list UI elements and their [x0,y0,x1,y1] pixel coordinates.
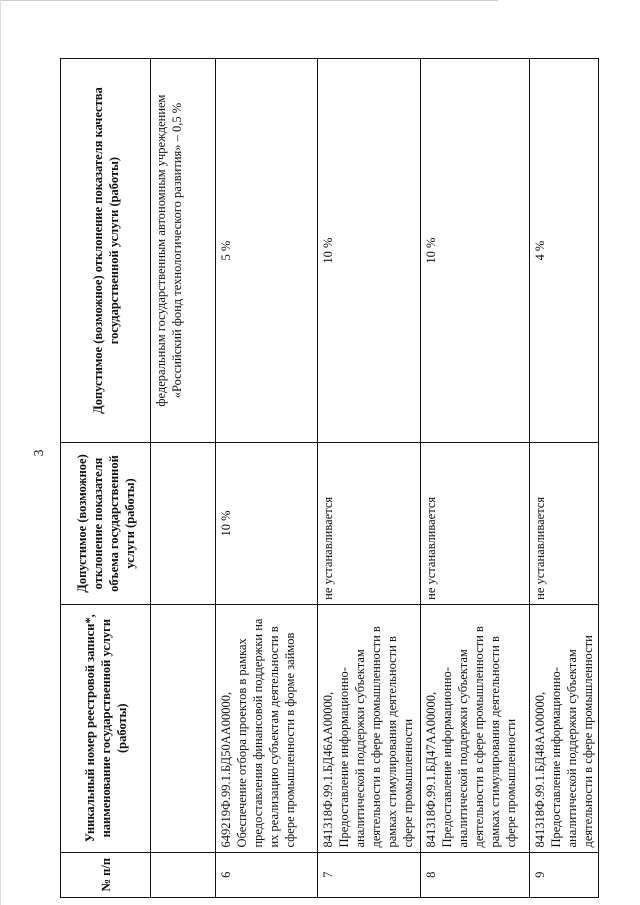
row-service: Предоставление информационно-аналитической поддержки субъектам деятельности в сфере промышленности в рамках стимулирования деятельности в сфере промышленности [440,626,518,848]
row-service: Предоставление информационно-аналитической поддержки субъектам деятельности в сфере промышленности [549,635,595,848]
row-volume: не устанавливается [530,443,599,605]
scan-top-edge [0,0,498,1]
row-volume: не устанавливается [421,443,530,605]
page-number: 3 [32,449,47,457]
table-row [318,59,421,898]
sub-name [151,604,216,852]
table-header-row [61,59,151,898]
row-name [421,604,530,852]
row-quality: 10 % [318,59,421,443]
row-name [530,604,599,852]
row-num: 7 [318,852,421,897]
deviation-table [60,58,599,898]
table-row [421,59,530,898]
row-code: 841318Ф.99.1.БД46АА00000, [321,691,335,848]
sub-quality: федеральным государственным автономным учреждением «Российский фонд технологического развития» – 0,5 % [151,59,216,443]
header-volume: Допустимое (возможное) отклонение показателя объема государственной услуги (работы) [61,443,151,605]
row-num: 8 [421,852,530,897]
row-num: 9 [530,852,599,897]
row-service: Обеспечение отбора проектов в рамках предоставления финансовой поддержки на их реализацию субъектам деятельности в сфере промышленности в форме займов [235,618,297,848]
row-volume: не устанавливается [318,443,421,605]
table-subheader-row [151,59,216,898]
header-num: № п/п [61,852,151,897]
sub-num [151,852,216,897]
row-code: 649219Ф.99.1.БД50АА00000, [219,691,233,848]
header-quality: Допустимое (возможное) отклонение показателя качества государственной услуги (работы) [61,59,151,443]
row-name [318,604,421,852]
row-quality: 10 % [421,59,530,443]
row-code: 841318Ф.99.1.БД48АА00000, [533,691,547,848]
row-num: 6 [216,852,318,897]
header-name: Уникальный номер реестровой записи*, наименование государственной услуги (работы) [61,604,151,852]
rotated-content [60,58,595,898]
row-quality: 5 % [216,59,318,443]
rotated-page [60,58,595,898]
row-code: 841318Ф.99.1.БД47АА00000, [424,691,438,848]
row-quality: 4 % [530,59,599,443]
scan-left-edge [0,0,1,905]
sub-volume [151,443,216,605]
row-service: Предоставление информационно-аналитической поддержки субъектам деятельности в сфере промышленности в рамках стимулирования деятельности в сфере промышленности [337,626,415,848]
row-name [216,604,318,852]
row-volume: 10 % [216,443,318,605]
table-row [530,59,599,898]
table-row [216,59,318,898]
